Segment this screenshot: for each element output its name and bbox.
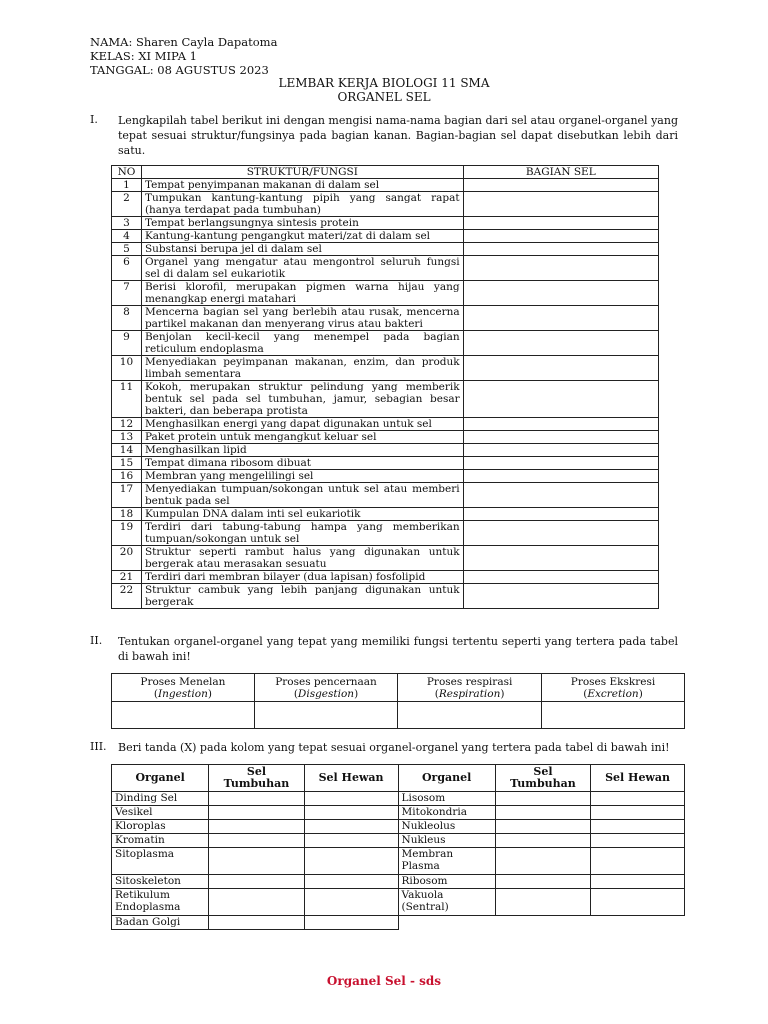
table-row <box>112 806 685 820</box>
organelle-name: Badan Golgi <box>112 916 209 930</box>
table-header-row <box>112 765 685 792</box>
cell-part-answer[interactable] <box>463 483 658 508</box>
plant-cell-check[interactable] <box>495 792 590 806</box>
table-row <box>112 444 659 457</box>
row-number: 14 <box>112 444 142 457</box>
empty-space <box>398 916 685 930</box>
student-name: NAMA: Sharen Cayla Dapatoma <box>90 35 278 49</box>
table-row <box>112 483 659 508</box>
header-main: Proses respirasi <box>426 675 513 688</box>
row-number: 10 <box>112 356 142 381</box>
table-row <box>112 521 659 546</box>
table-row <box>112 356 659 381</box>
structure-function-text: Tempat berlangsungnya sintesis protein <box>141 217 463 230</box>
structure-function-text: Menghasilkan lipid <box>141 444 463 457</box>
cell-part-answer[interactable] <box>463 457 658 470</box>
col-header-organel-left: Organel <box>112 765 209 792</box>
row-number: 21 <box>112 571 142 584</box>
animal-cell-check[interactable] <box>304 916 398 930</box>
structure-function-text: Kokoh, merupakan struktur pelindung yang memberik bentuk sel pada sel tumbuhan, jamur, sebagian besar bakteri, dan beberapa protista <box>141 381 463 418</box>
organelle-name: Mitokondria <box>398 806 495 820</box>
animal-cell-check[interactable] <box>304 792 398 806</box>
structure-function-text: Substansi berupa jel di dalam sel <box>141 243 463 256</box>
cell-part-answer[interactable] <box>463 281 658 306</box>
structure-function-text: Paket protein untuk mengangkut keluar sel <box>141 431 463 444</box>
answer-cell[interactable] <box>112 702 255 729</box>
col-header-digestion: Proses pencernaan (Disgestion) <box>254 674 397 702</box>
col-header-ingestion: Proses Menelan (Ingestion) <box>112 674 255 702</box>
table-header-row <box>112 166 659 179</box>
row-number: 20 <box>112 546 142 571</box>
row-number: 18 <box>112 508 142 521</box>
row-number: 19 <box>112 521 142 546</box>
table-row <box>112 792 685 806</box>
structure-function-text: Struktur cambuk yang lebih panjang digunakan untuk bergerak <box>141 584 463 609</box>
row-number: 16 <box>112 470 142 483</box>
section-3-number: III. <box>90 740 107 753</box>
process-table <box>111 673 685 729</box>
cell-part-answer[interactable] <box>463 230 658 243</box>
structure-function-text: Menyediakan tumpuan/sokongan untuk sel atau memberi bentuk pada sel <box>141 483 463 508</box>
cell-part-answer[interactable] <box>463 584 658 609</box>
animal-cell-check[interactable] <box>304 889 398 916</box>
table-row <box>112 546 659 571</box>
table-row <box>112 470 659 483</box>
col-header-animal-right: Sel Hewan <box>591 765 685 792</box>
table-row <box>112 431 659 444</box>
plant-cell-check[interactable] <box>209 875 304 889</box>
table-row <box>112 916 685 930</box>
header-main: Proses pencernaan <box>275 675 377 688</box>
plant-cell-check[interactable] <box>209 916 304 930</box>
organelle-name: Sitoskeleton <box>112 875 209 889</box>
row-number: 22 <box>112 584 142 609</box>
table-row <box>112 418 659 431</box>
plant-cell-check[interactable] <box>495 806 590 820</box>
cell-part-answer[interactable] <box>463 418 658 431</box>
structure-function-text: Kantung-kantung pengangkut materi/zat di dalam sel <box>141 230 463 243</box>
worksheet-title: LEMBAR KERJA BIOLOGI 11 SMA <box>278 76 490 90</box>
cell-part-answer[interactable] <box>463 381 658 418</box>
organelle-name: Kloroplas <box>112 820 209 834</box>
organelle-name: Membran Plasma <box>398 848 495 875</box>
table-row <box>112 889 685 916</box>
table-row <box>112 571 659 584</box>
plant-cell-check[interactable] <box>495 834 590 848</box>
structure-function-text: Mencerna bagian sel yang berlebih atau rusak, mencerna partikel makanan dan menyerang virus atau bakteri <box>141 306 463 331</box>
section-2-instruction: Tentukan organel-organel yang tepat yang memiliki fungsi tertentu seperti yang tertera pada tabel di bawah ini! <box>118 635 678 663</box>
table-header-row <box>112 674 685 702</box>
plant-cell-check[interactable] <box>495 889 590 916</box>
animal-cell-check[interactable] <box>304 875 398 889</box>
cell-part-answer[interactable] <box>463 243 658 256</box>
row-number: 2 <box>112 192 142 217</box>
cell-part-answer[interactable] <box>463 179 658 192</box>
structure-function-text: Menyediakan peyimpanan makanan, enzim, dan produk limbah sementara <box>141 356 463 381</box>
col-header-plant-right: Sel Tumbuhan <box>495 765 590 792</box>
table-row <box>112 230 659 243</box>
organelle-name: Lisosom <box>398 792 495 806</box>
header-main: Proses Ekskresi <box>570 675 656 688</box>
animal-cell-check[interactable] <box>591 834 685 848</box>
cell-part-answer[interactable] <box>463 508 658 521</box>
table-row <box>112 281 659 306</box>
organelle-name: Retikulum Endoplasma <box>112 889 209 916</box>
structure-function-text: Benjolan kecil-kecil yang menempel pada bagian reticulum endoplasma <box>141 331 463 356</box>
section-1-instruction: Lengkapilah tabel berikut ini dengan mengisi nama-nama bagian dari sel atau organel-organel yang tepat sesuai struktur/fungsinya pada bagian kanan. Bagian-bagian sel dapat disebutkan lebih dari satu. <box>118 114 678 157</box>
organelle-name: Nukleolus <box>398 820 495 834</box>
col-header-respiration: Proses respirasi (Respiration) <box>398 674 542 702</box>
row-number: 6 <box>112 256 142 281</box>
table-row <box>112 217 659 230</box>
cell-part-answer[interactable] <box>463 306 658 331</box>
row-number: 7 <box>112 281 142 306</box>
animal-cell-check[interactable] <box>304 834 398 848</box>
row-number: 9 <box>112 331 142 356</box>
cell-part-answer[interactable] <box>463 331 658 356</box>
header-sub: Excretion <box>587 687 639 700</box>
header-sub: Ingestion <box>157 687 208 700</box>
header-sub: Disgestion <box>297 687 355 700</box>
organelle-name: Sitoplasma <box>112 848 209 875</box>
animal-cell-check[interactable] <box>591 806 685 820</box>
section-2-number: II. <box>90 634 103 647</box>
table-row <box>112 702 685 729</box>
table-row <box>112 820 685 834</box>
table-row <box>112 243 659 256</box>
row-number: 11 <box>112 381 142 418</box>
table-row <box>112 306 659 331</box>
table-row <box>112 875 685 889</box>
cell-part-answer[interactable] <box>463 521 658 546</box>
plant-cell-check[interactable] <box>209 834 304 848</box>
student-class: KELAS: XI MIPA 1 <box>90 49 197 63</box>
answer-cell[interactable] <box>254 702 397 729</box>
cell-part-answer[interactable] <box>463 470 658 483</box>
structure-function-text: Terdiri dari tabung-tabung hampa yang memberikan tumpuan/sokongan untuk sel <box>141 521 463 546</box>
row-number: 15 <box>112 457 142 470</box>
section-3-instruction: Beri tanda (X) pada kolom yang tepat sesuai organel-organel yang tertera pada tabel di bawah ini! <box>118 741 670 754</box>
table-row <box>112 381 659 418</box>
page-footer: Organel Sel - sds <box>326 974 442 988</box>
row-number: 17 <box>112 483 142 508</box>
structure-function-text: Tumpukan kantung-kantung pipih yang sangat rapat (hanya terdapat pada tumbuhan) <box>141 192 463 217</box>
table-row <box>112 584 659 609</box>
plant-cell-check[interactable] <box>495 820 590 834</box>
cell-part-answer[interactable] <box>463 546 658 571</box>
row-number: 1 <box>112 179 142 192</box>
plant-cell-check[interactable] <box>209 820 304 834</box>
structure-function-text: Struktur seperti rambut halus yang digunakan untuk bergerak atau merasakan sesuatu <box>141 546 463 571</box>
organelle-name: Nukleus <box>398 834 495 848</box>
row-number: 3 <box>112 217 142 230</box>
table-row <box>112 848 685 875</box>
table-row <box>112 457 659 470</box>
worksheet-date: TANGGAL: 08 AGUSTUS 2023 <box>90 63 269 77</box>
worksheet-subtitle: ORGANEL SEL <box>337 90 431 104</box>
plant-cell-check[interactable] <box>495 848 590 875</box>
header-sub: Respiration <box>438 687 501 700</box>
col-header-plant-left: Sel Tumbuhan <box>209 765 304 792</box>
animal-cell-check[interactable] <box>591 889 685 916</box>
col-header-cell-part: BAGIAN SEL <box>463 166 658 179</box>
cell-part-answer[interactable] <box>463 356 658 381</box>
row-number: 12 <box>112 418 142 431</box>
row-number: 8 <box>112 306 142 331</box>
organelle-name: Dinding Sel <box>112 792 209 806</box>
structure-function-text: Kumpulan DNA dalam inti sel eukariotik <box>141 508 463 521</box>
organelle-name: Kromatin <box>112 834 209 848</box>
table-row <box>112 834 685 848</box>
cell-part-answer[interactable] <box>463 217 658 230</box>
cell-part-answer[interactable] <box>463 431 658 444</box>
cell-part-answer[interactable] <box>463 444 658 457</box>
section-1-number: I. <box>90 113 98 126</box>
structure-function-text: Tempat penyimpanan makanan di dalam sel <box>141 179 463 192</box>
plant-cell-check[interactable] <box>209 806 304 820</box>
animal-cell-check[interactable] <box>591 848 685 875</box>
answer-cell[interactable] <box>398 702 542 729</box>
organelle-name: Ribosom <box>398 875 495 889</box>
cell-part-answer[interactable] <box>463 256 658 281</box>
table-row <box>112 256 659 281</box>
animal-cell-check[interactable] <box>591 820 685 834</box>
structure-function-text: Menghasilkan energi yang dapat digunakan untuk sel <box>141 418 463 431</box>
organelle-check-table <box>111 764 685 930</box>
col-header-excretion: Proses Ekskresi (Excretion) <box>542 674 685 702</box>
answer-cell[interactable] <box>542 702 685 729</box>
structure-function-text: Tempat dimana ribosom dibuat <box>141 457 463 470</box>
col-header-structure: STRUKTUR/FUNGSI <box>141 166 463 179</box>
plant-cell-check[interactable] <box>209 792 304 806</box>
col-header-organel-right: Organel <box>398 765 495 792</box>
table-row <box>112 192 659 217</box>
animal-cell-check[interactable] <box>591 792 685 806</box>
header-main: Proses Menelan <box>140 675 226 688</box>
animal-cell-check[interactable] <box>591 875 685 889</box>
structure-function-text: Membran yang mengelilingi sel <box>141 470 463 483</box>
table-row <box>112 179 659 192</box>
table-row <box>112 508 659 521</box>
col-header-animal-left: Sel Hewan <box>304 765 398 792</box>
col-header-no: NO <box>112 166 142 179</box>
structure-function-text: Berisi klorofil, merupakan pigmen warna hijau yang menangkap energi matahari <box>141 281 463 306</box>
plant-cell-check[interactable] <box>209 848 304 875</box>
organelle-name: Vakuola (Sentral) <box>398 889 495 916</box>
animal-cell-check[interactable] <box>304 820 398 834</box>
plant-cell-check[interactable] <box>495 875 590 889</box>
structure-function-text: Organel yang mengatur atau mengontrol seluruh fungsi sel di dalam sel eukariotik <box>141 256 463 281</box>
row-number: 13 <box>112 431 142 444</box>
animal-cell-check[interactable] <box>304 806 398 820</box>
structure-function-table <box>111 165 659 609</box>
structure-function-text: Terdiri dari membran bilayer (dua lapisan) fosfolipid <box>141 571 463 584</box>
table-row <box>112 331 659 356</box>
row-number: 4 <box>112 230 142 243</box>
cell-part-answer[interactable] <box>463 571 658 584</box>
cell-part-answer[interactable] <box>463 192 658 217</box>
organelle-name: Vesikel <box>112 806 209 820</box>
animal-cell-check[interactable] <box>304 848 398 875</box>
row-number: 5 <box>112 243 142 256</box>
plant-cell-check[interactable] <box>209 889 304 916</box>
